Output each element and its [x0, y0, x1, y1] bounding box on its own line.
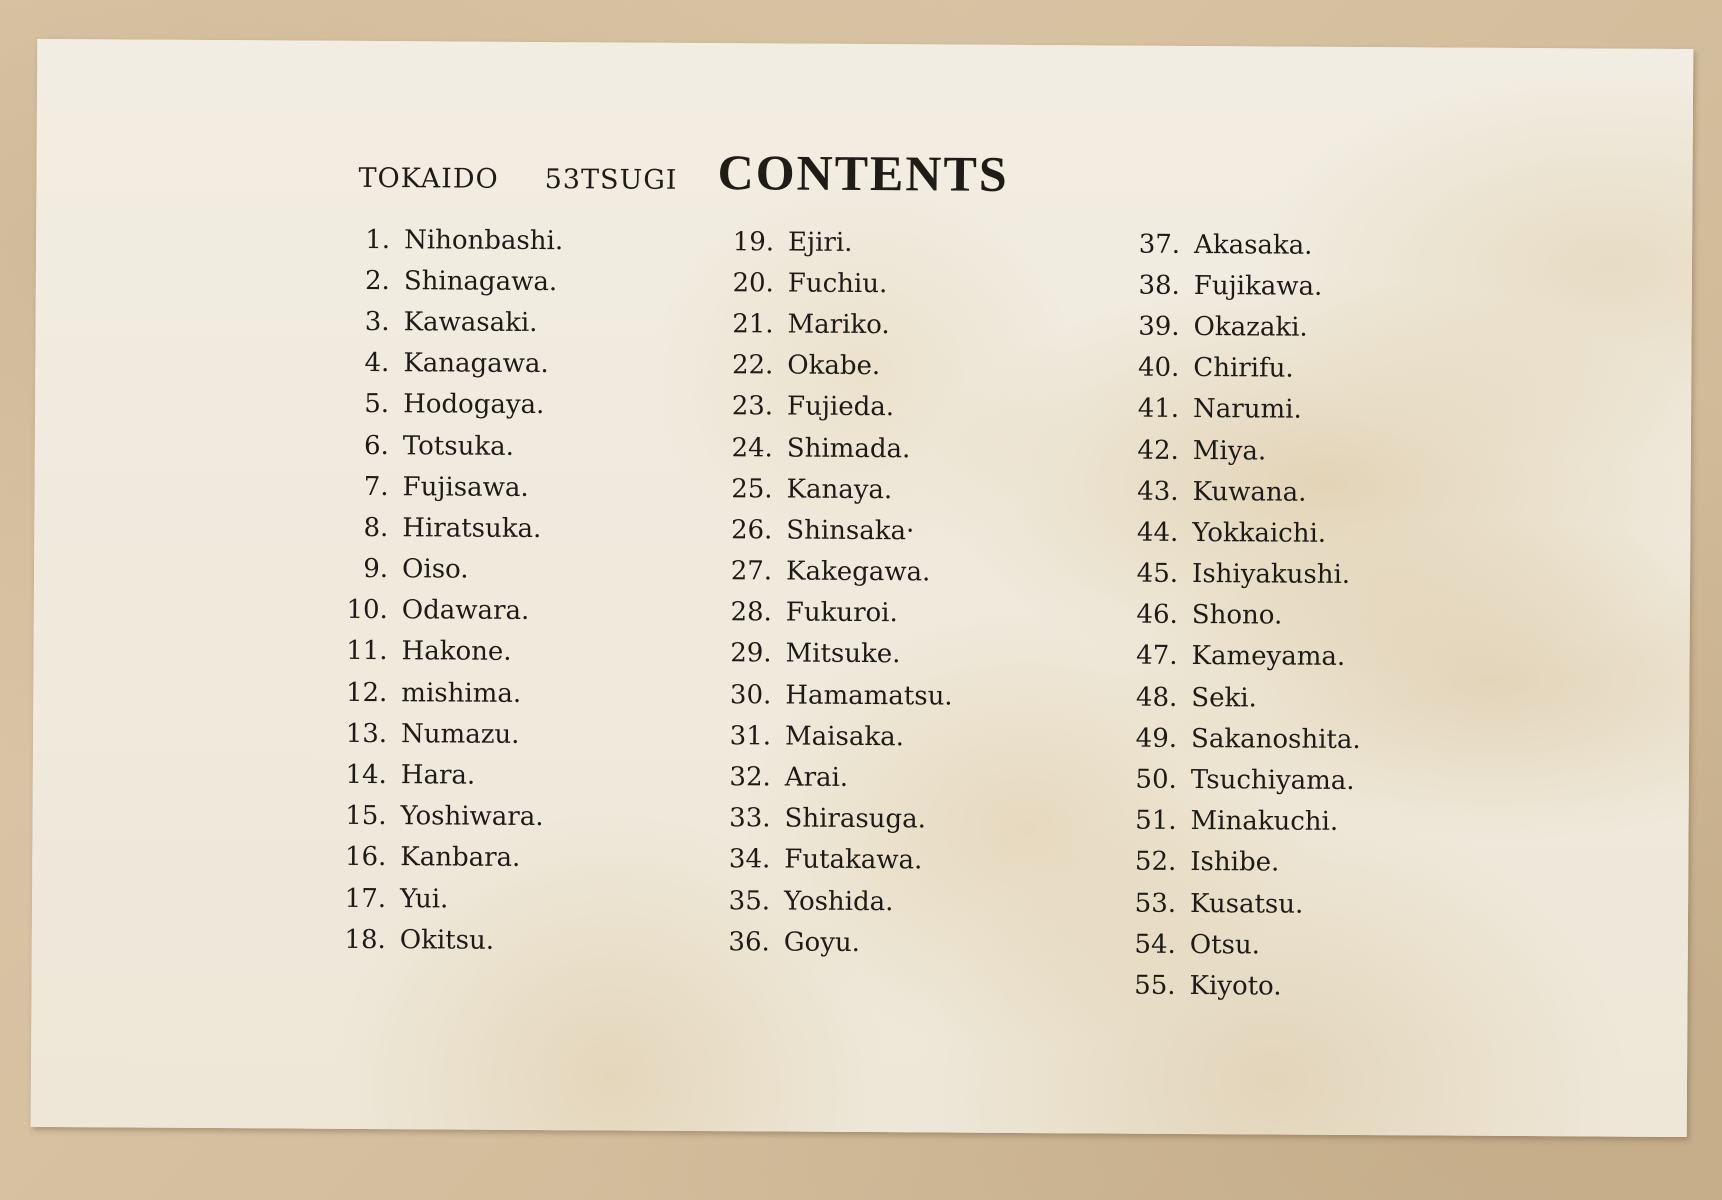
contents-entry: [719, 386, 955, 429]
entry-number: 22.: [731, 350, 774, 381]
entry-station-name: Maisaka.: [785, 721, 904, 753]
entry-number: 26.: [730, 515, 773, 546]
contents-entry: [1124, 512, 1362, 555]
contents-entry: [1122, 800, 1360, 843]
entry-station-name: Okitsu.: [399, 924, 495, 956]
entry-station-name: Nihonbashi.: [404, 224, 564, 256]
entry-number: 9.: [363, 554, 389, 585]
contents-entry: [1123, 718, 1361, 761]
contents-entry: [1124, 553, 1362, 596]
contents-entry: [716, 880, 952, 923]
entry-station-name: Kanbara.: [400, 842, 521, 874]
contents-entry: [1125, 430, 1363, 473]
entry-station-name: Fuchiu.: [787, 268, 888, 299]
contents-entry: [718, 509, 954, 552]
contents-entry: [335, 301, 562, 344]
entry-station-name: Tsuchiyama.: [1190, 765, 1355, 797]
entry-station-name: Minakuchi.: [1190, 806, 1339, 838]
entry-number: 5.: [364, 389, 390, 420]
entry-number: 48.: [1135, 682, 1178, 713]
entry-number: 1.: [365, 224, 391, 255]
entry-station-name: Hara.: [400, 760, 476, 791]
entry-station-name: Hamamatsu.: [785, 680, 953, 712]
entry-number: 54.: [1134, 929, 1176, 960]
entry-number: 17.: [344, 883, 387, 914]
subtitle-53tsugi: 53TSUGI: [544, 164, 678, 196]
contents-entry: [717, 715, 953, 758]
entry-number: 42.: [1137, 435, 1179, 466]
entry-number: 30.: [729, 679, 772, 711]
entry-station-name: Arai.: [784, 762, 849, 793]
contents-entry: [1125, 306, 1363, 349]
entry-station-name: Mariko.: [787, 309, 890, 341]
entry-station-name: Okabe.: [787, 350, 881, 382]
entry-station-name: Chirifu.: [1193, 353, 1294, 384]
entry-station-name: Totsuka.: [402, 430, 514, 462]
contents-card: [31, 39, 1694, 1137]
entry-number: 40.: [1137, 352, 1180, 384]
entry-station-name: Kawasaki.: [403, 307, 538, 338]
entry-number: 35.: [728, 885, 771, 917]
entry-number: 39.: [1138, 311, 1180, 342]
entry-number: 25.: [731, 473, 773, 505]
entry-station-name: Hiratsuka.: [402, 513, 542, 544]
contents-entry: [720, 262, 956, 305]
contents-entry: [335, 384, 562, 427]
entry-number: 8.: [363, 512, 389, 544]
entry-station-name: Yoshida.: [783, 886, 894, 917]
contents-entry: [720, 221, 956, 264]
entry-station-name: Sakanoshita.: [1190, 723, 1361, 755]
page-title: CONTENTS: [717, 144, 1009, 202]
entry-station-name: Goyu.: [783, 927, 861, 958]
contents-entry: [719, 427, 955, 470]
entry-number: 43.: [1137, 476, 1179, 507]
entry-station-name: Kiyoto.: [1189, 970, 1282, 1002]
contents-entry: [333, 631, 560, 674]
entry-number: 31.: [729, 721, 772, 752]
entry-station-name: Hodogaya.: [403, 389, 545, 421]
entry-station-name: Oiso.: [402, 554, 469, 585]
entry-number: 37.: [1138, 229, 1181, 260]
entry-station-name: Fukuroi.: [785, 597, 898, 629]
entry-number: 24.: [731, 432, 773, 463]
contents-entry: [332, 837, 559, 880]
entry-number: 38.: [1138, 270, 1180, 301]
entry-station-name: Yui.: [400, 883, 449, 915]
contents-entry: [335, 425, 562, 468]
contents-entry: [1122, 841, 1360, 884]
entry-station-name: Yoshiwara.: [400, 801, 544, 833]
contents-entry: [332, 919, 559, 962]
entry-station-name: Narumi.: [1193, 394, 1302, 426]
contents-entry: [332, 878, 559, 921]
entry-number: 3.: [364, 306, 390, 338]
contents-entry: [719, 304, 955, 347]
entry-number: 2.: [364, 265, 390, 296]
entry-station-name: Akasaka.: [1194, 229, 1313, 261]
contents-entry: [332, 795, 559, 838]
contents-entry: [716, 839, 952, 882]
contents-entry: [334, 466, 561, 509]
entry-station-name: Kakegawa.: [786, 556, 931, 588]
entry-number: 27.: [730, 556, 773, 587]
entry-number: 32.: [729, 762, 771, 793]
entry-station-name: Ishibe.: [1190, 847, 1280, 878]
entry-station-name: Yokkaichi.: [1192, 517, 1327, 549]
contents-entry: [719, 345, 955, 388]
entry-number: 29.: [730, 638, 772, 669]
entry-number: 34.: [728, 844, 771, 875]
contents-entry: [333, 672, 560, 715]
contents-entry: [717, 757, 953, 800]
contents-entry: [1123, 677, 1361, 720]
entry-number: 21.: [732, 309, 774, 340]
entry-number: 36.: [728, 926, 770, 958]
entry-station-name: Fujisawa.: [402, 471, 529, 503]
entry-station-name: Hakone.: [401, 636, 512, 668]
entry-station-name: Shirasuga.: [784, 803, 926, 835]
contents-entry: [716, 921, 952, 964]
entry-number: 46.: [1136, 599, 1178, 631]
entry-number: 52.: [1134, 847, 1177, 878]
subtitle-tokaido: TOKAIDO: [358, 162, 499, 195]
entry-number: 47.: [1136, 641, 1178, 672]
entry-station-name: Kusatsu.: [1189, 888, 1304, 920]
entry-number: 55.: [1134, 970, 1176, 1001]
contents-entry: [1123, 635, 1361, 678]
contents-entry: [1123, 759, 1361, 802]
entry-number: 28.: [730, 597, 772, 628]
entry-number: 13.: [345, 718, 388, 749]
entry-number: 53.: [1134, 888, 1177, 919]
contents-entry: [1126, 265, 1364, 308]
contents-entry: [1122, 924, 1360, 967]
entry-number: 33.: [729, 803, 771, 834]
contents-column-2: [716, 221, 956, 964]
contents-entry: [1125, 347, 1363, 390]
contents-column-3: [1121, 224, 1363, 1008]
entry-number: 11.: [346, 636, 388, 667]
contents-entry: [333, 754, 560, 797]
entry-number: 6.: [363, 430, 389, 461]
entry-station-name: Numazu.: [401, 719, 520, 750]
entry-station-name: Kuwana.: [1192, 476, 1307, 508]
contents-entry: [334, 507, 561, 550]
entry-number: 4.: [364, 348, 390, 379]
contents-entry: [333, 713, 560, 756]
entry-station-name: mishima.: [401, 677, 522, 709]
contents-entry: [718, 468, 954, 511]
entry-station-name: Fujikawa.: [1193, 270, 1323, 302]
contents-entry: [334, 589, 561, 632]
contents-entry: [335, 342, 562, 385]
contents-entry: [1124, 471, 1362, 514]
entry-number: 41.: [1137, 394, 1180, 425]
entry-station-name: Kameyama.: [1191, 641, 1346, 673]
contents-entry: [718, 592, 954, 635]
entry-number: 20.: [732, 267, 774, 299]
entry-station-name: Futakawa.: [784, 844, 923, 876]
contents-header: [358, 141, 1008, 203]
contents-entry: [1121, 965, 1359, 1008]
entry-station-name: Kanaya.: [786, 474, 893, 505]
entry-number: 51.: [1135, 805, 1177, 837]
entry-station-name: Okazaki.: [1193, 311, 1308, 343]
entry-number: 19.: [732, 226, 775, 258]
entry-station-name: Ejiri.: [788, 227, 853, 258]
entry-station-name: Shono.: [1191, 600, 1283, 631]
contents-entry: [716, 798, 952, 841]
contents-entry: [336, 260, 563, 303]
entry-station-name: Shimada.: [786, 433, 911, 464]
entry-station-name: Kanagawa.: [403, 348, 549, 380]
entry-number: 7.: [363, 471, 389, 502]
entry-number: 50.: [1135, 764, 1177, 795]
contents-entry: [1125, 388, 1363, 431]
entry-number: 10.: [346, 595, 388, 626]
entry-station-name: Otsu.: [1189, 929, 1261, 961]
contents-entry: [1122, 883, 1360, 926]
entry-number: 49.: [1135, 723, 1178, 754]
contents-entry: [717, 633, 953, 676]
contents-entry: [718, 551, 954, 594]
entry-station-name: Shinagawa.: [403, 265, 558, 297]
entry-station-name: Mitsuke.: [785, 639, 901, 670]
entry-station-name: Fujieda.: [787, 391, 895, 423]
contents-entry: [1124, 594, 1362, 637]
contents-entry: [1126, 224, 1364, 267]
entry-number: 14.: [345, 759, 387, 791]
contents-column-1: [332, 219, 564, 962]
entry-number: 18.: [344, 924, 386, 955]
contents-entry: [717, 674, 953, 717]
contents-entry: [334, 548, 561, 591]
entry-station-name: Ishiyakushi.: [1191, 559, 1351, 591]
entry-station-name: Miya.: [1192, 435, 1267, 466]
entry-number: 12.: [345, 677, 388, 708]
entry-station-name: Shinsaka·: [786, 515, 915, 547]
entry-number: 15.: [345, 801, 387, 832]
entry-number: 16.: [344, 842, 387, 873]
entry-number: 23.: [731, 391, 774, 422]
entry-station-name: Odawara.: [401, 595, 530, 627]
entry-station-name: Seki.: [1191, 682, 1257, 714]
contents-entry: [336, 219, 563, 262]
entry-number: 45.: [1136, 558, 1179, 590]
entry-number: 44.: [1136, 517, 1179, 548]
